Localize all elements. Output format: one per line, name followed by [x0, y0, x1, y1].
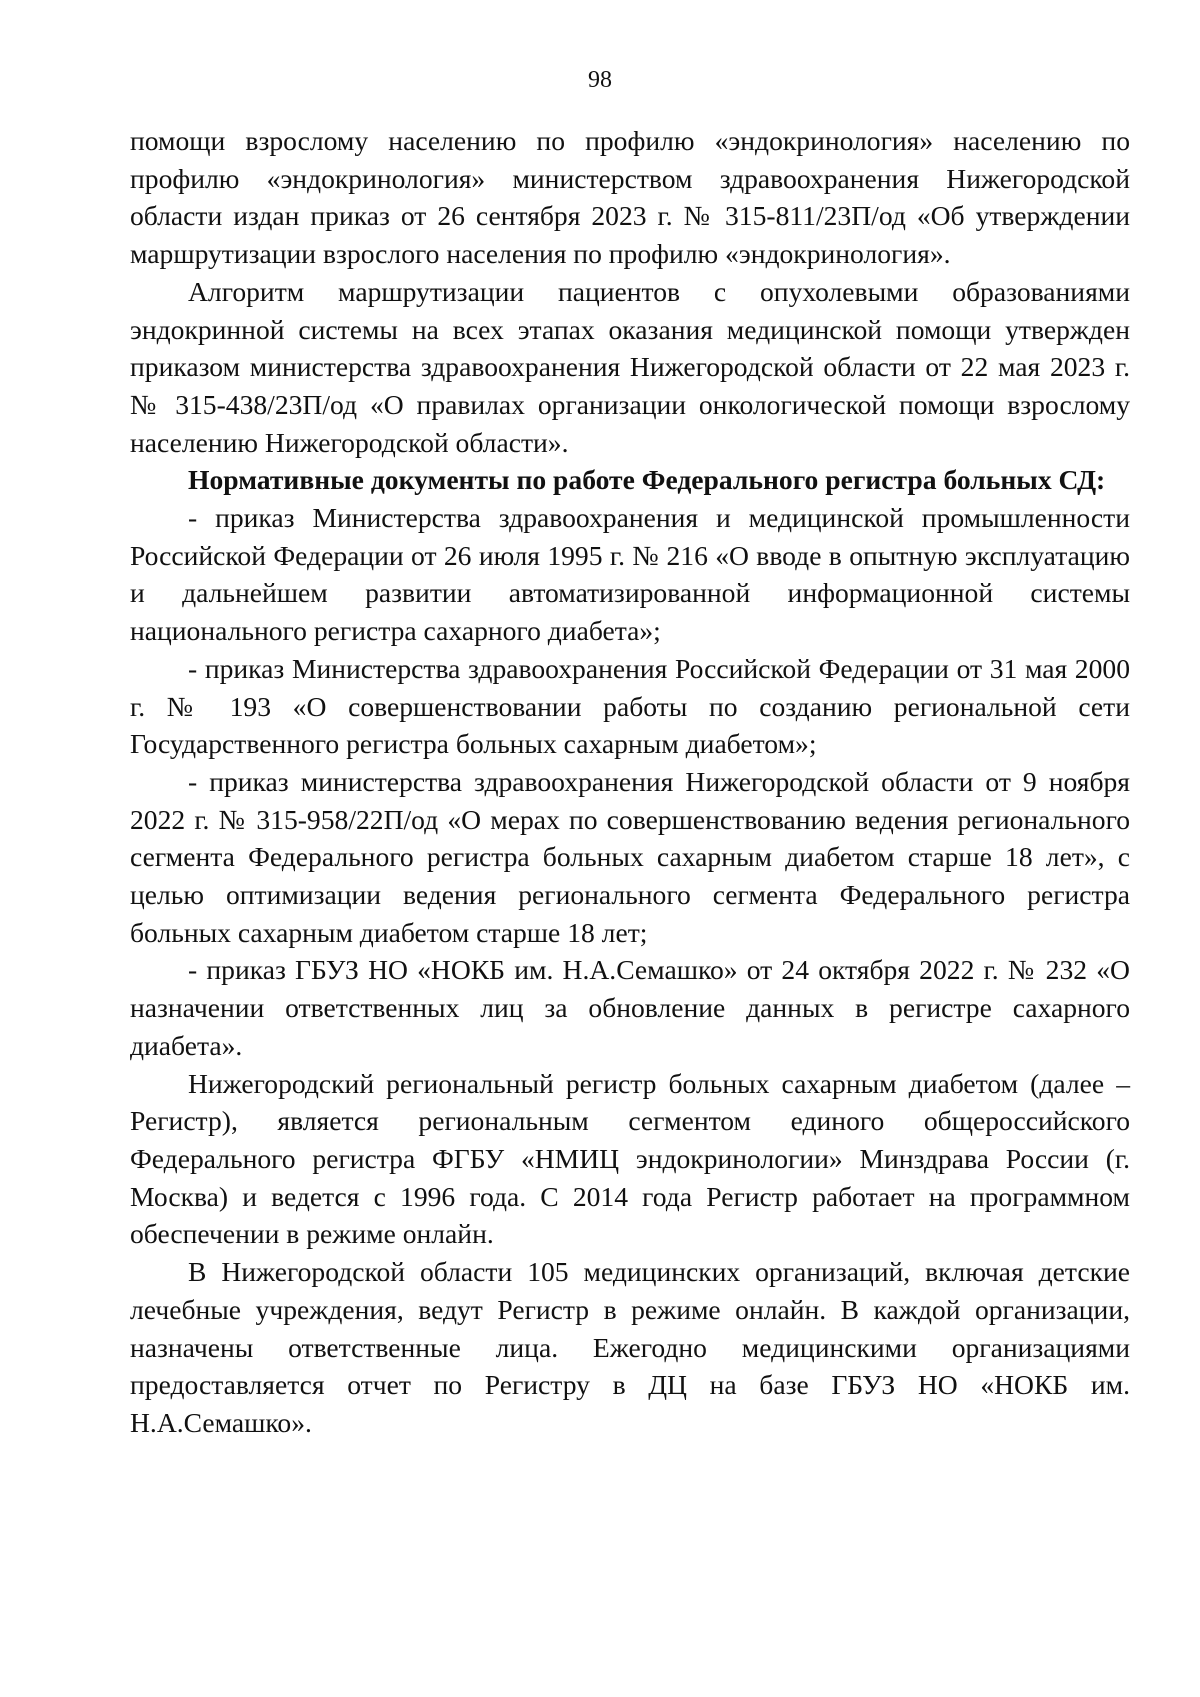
list-item-order-2000: - приказ Министерства здравоохранения Российской Федерации от 31 мая 2000 г. № 193 «О совершенствовании работы по созданию региональной сети Государственного регистра больных сахарным диабетом»;	[130, 652, 1130, 760]
list-item-order-1995: - приказ Министерства здравоохранения и медицинской промышленности Российской Федерации от 26 июля 1995 г. № 216 «О вводе в опытную эксплуатацию и дальнейшем развитии автоматизированной информационной системы национального регистра сахарного диабета»;	[130, 502, 1130, 647]
paragraph-continuation: помощи взрослому населению по профилю «эндокринология» населению по профилю «эндокринология» министерством здравоохранения Нижегородской области издан приказ от 26 сентября 2023 г. № 315-811/23П/од «Об утверждении маршрутизации взрослого населения по профилю «эндокринология».	[130, 125, 1130, 270]
list-item-order-2022-regional: - приказ министерства здравоохранения Нижегородской области от 9 ноября 2022 г. № 315-958/22П/од «О мерах по совершенствованию ведения регионального сегмента Федерального регистра больных сахарным диабетом старше 18 лет», с целью оптимизации ведения регионального сегмента Федерального регистра больных сахарным диабетом старше 18 лет;	[130, 765, 1130, 948]
list-item-order-2022-nokb: - приказ ГБУЗ НО «НОКБ им. Н.А.Семашко» от 24 октября 2022 г. № 232 «О назначении ответственных лиц за обновление данных в регистре сахарного диабета».	[130, 954, 1130, 1061]
document-body	[130, 122, 1130, 1442]
paragraph-routing-algorithm: Алгоритм маршрутизации пациентов с опухолевыми образованиями эндокринной системы на всех этапах оказания медицинской помощи утвержден приказом министерства здравоохранения Нижегородской области от 22 мая 2023 г. № 315-438/23П/од «О правилах организации онкологической помощи взрослому населению Нижегородской области».	[130, 275, 1130, 458]
section-heading: Нормативные документы по работе Федерального регистра больных СД:	[188, 464, 1106, 496]
paragraph-regional-register: Нижегородский региональный регистр больных сахарным диабетом (далее – Регистр), является региональным сегментом единого общероссийского Федерального регистра ФГБУ «НМИЦ эндокринологии» Минздрава России (г. Москва) и ведется с 1996 года. С 2014 года Регистр работает на программном обеспечении в режиме онлайн.	[130, 1067, 1130, 1250]
paragraph-medical-organizations: В Нижегородской области 105 медицинских организаций, включая детские лечебные учреждения, ведут Регистр в режиме онлайн. В каждой организации, назначены ответственные лица. Ежегодно медицинскими организациями предоставляется отчет по Регистру в ДЦ на базе ГБУЗ НО «НОКБ им. Н.А.Семашко».	[130, 1256, 1130, 1438]
page-number: 98	[588, 67, 612, 93]
